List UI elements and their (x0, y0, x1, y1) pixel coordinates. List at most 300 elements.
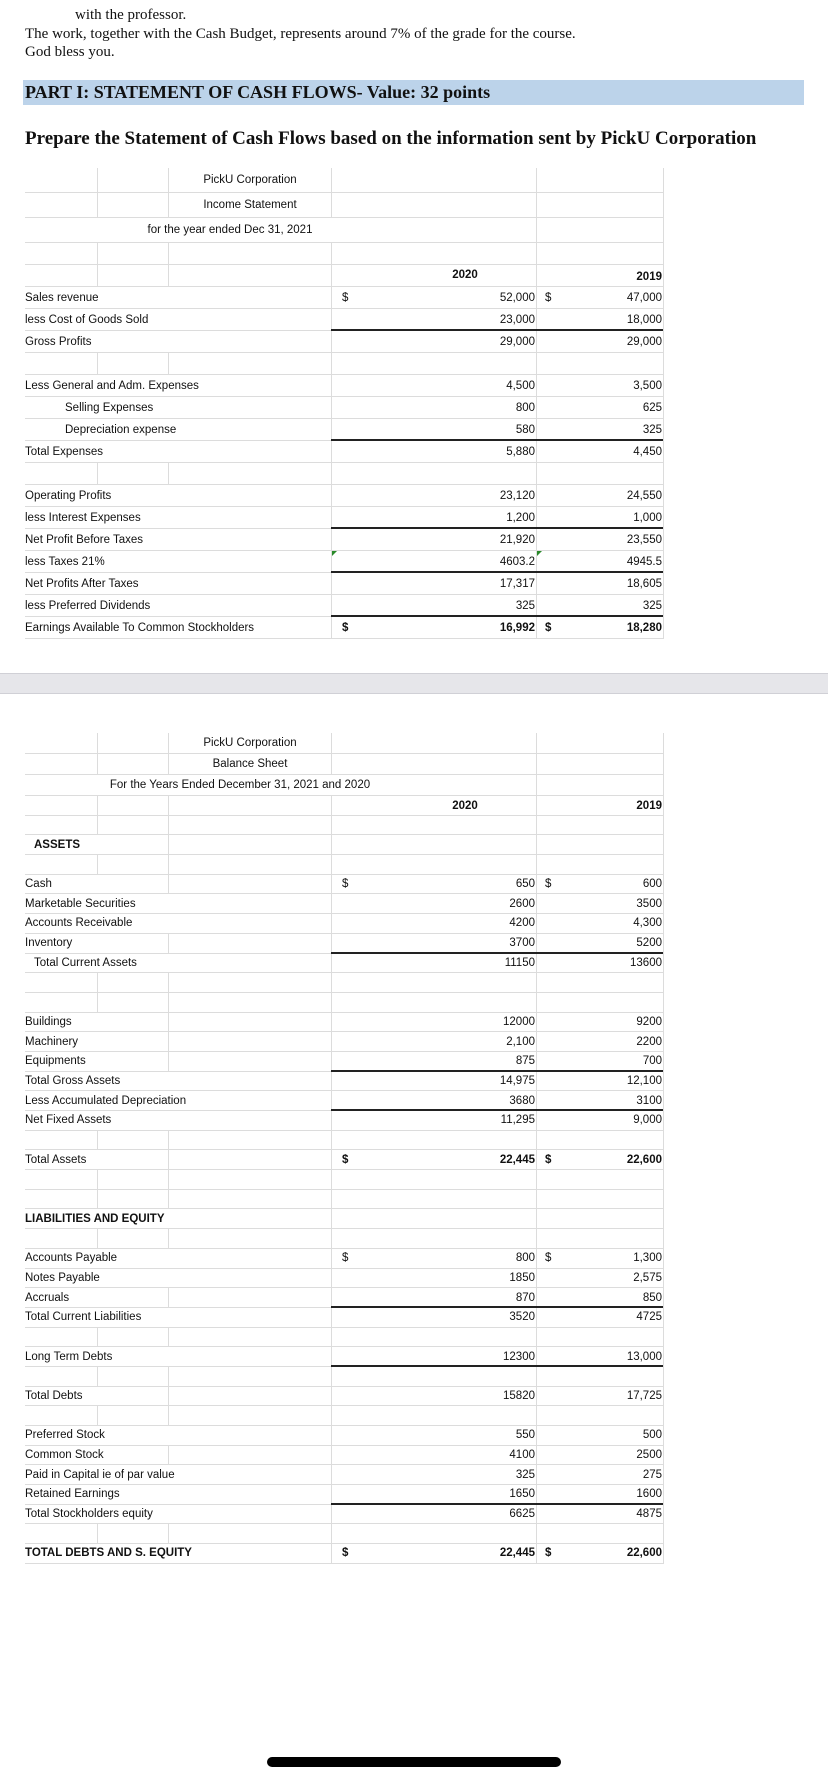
grid-line (663, 1485, 664, 1504)
grid-line (663, 1190, 664, 1209)
grid-line (663, 1111, 664, 1130)
currency-symbol: $ (545, 1153, 552, 1166)
grid-line (168, 1190, 169, 1209)
grid-line (331, 1131, 332, 1150)
grid-line (663, 529, 664, 550)
grid-line (663, 733, 664, 753)
income-statement-table (25, 168, 664, 639)
row-label: Long Term Debts (25, 1350, 113, 1363)
row-label: Accounts Receivable (25, 917, 133, 930)
grid-line (536, 1170, 537, 1189)
grid-line (663, 1170, 664, 1189)
value-2020: 17,317 (499, 577, 535, 590)
value-2019: 500 (642, 1429, 662, 1442)
grid-line (97, 993, 98, 1012)
year-2020-header: 2020 (452, 800, 478, 812)
value-2019: 325 (642, 599, 662, 612)
grid-line (663, 1406, 664, 1425)
currency-symbol: $ (342, 621, 349, 634)
table-row (25, 1465, 664, 1485)
grid-line (663, 419, 664, 440)
table-title: for the year ended Dec 31, 2021 (147, 224, 313, 236)
grid-line (663, 1524, 664, 1543)
grid-line (97, 243, 98, 264)
table-row (25, 507, 664, 529)
grid-line (536, 1229, 537, 1248)
grid-line (168, 796, 169, 815)
grid-line (663, 287, 664, 308)
currency-symbol: $ (342, 1153, 349, 1166)
row-label: LIABILITIES AND EQUITY (25, 1212, 165, 1225)
currency-symbol: $ (545, 621, 552, 634)
grid-line (331, 1229, 332, 1248)
currency-symbol: $ (545, 1547, 552, 1560)
value-2019: 18,000 (626, 313, 662, 326)
blank-row (25, 1131, 664, 1151)
grid-line (663, 1150, 664, 1169)
instruction-heading: Prepare the Statement of Cash Flows based on the information sent by PickU Corporation (25, 128, 757, 149)
grid-line (663, 1269, 664, 1288)
grid-line (663, 463, 664, 484)
grid-line (663, 775, 664, 795)
grid-line (97, 265, 98, 286)
row-label: Operating Profits (25, 489, 112, 502)
grid-line (97, 973, 98, 992)
grid-line (663, 353, 664, 374)
value-2020: 4,500 (506, 379, 535, 392)
grid-line (168, 1131, 169, 1150)
grid-line (331, 1209, 332, 1228)
grid-line (331, 265, 332, 286)
grid-line (536, 835, 537, 854)
grid-line (168, 1524, 169, 1543)
grid-line (168, 1288, 169, 1307)
grid-line (663, 397, 664, 418)
value-2020: 23,120 (499, 489, 535, 502)
grid-line (663, 1091, 664, 1110)
value-2019: 4945.5 (626, 555, 662, 568)
value-2019: 24,550 (626, 489, 662, 502)
grid-line (663, 375, 664, 396)
grid-line (97, 1328, 98, 1347)
currency-symbol: $ (342, 1547, 349, 1560)
value-2019: 9,000 (633, 1114, 662, 1127)
row-label: Gross Profits (25, 335, 92, 348)
table-row (25, 331, 664, 353)
grid-line (663, 168, 664, 192)
row-label: Machinery (25, 1035, 79, 1048)
year-2019-header: 2019 (636, 271, 662, 283)
value-2019: 700 (642, 1055, 662, 1068)
grid-line (663, 193, 664, 217)
grid-line (663, 1131, 664, 1150)
year-2019-header: 2019 (636, 799, 662, 812)
table-row (25, 397, 664, 419)
grid-line (97, 733, 98, 753)
row-label: Inventory (25, 937, 73, 950)
blank-row (25, 855, 664, 875)
table-row (25, 1505, 664, 1525)
currency-symbol: $ (342, 878, 349, 891)
grid-line (331, 1524, 332, 1543)
grid-line (663, 875, 664, 894)
blank-row (25, 353, 664, 375)
grid-line (168, 1032, 169, 1051)
grid-line (663, 265, 664, 286)
grid-line (663, 796, 664, 815)
row-label: Cash (25, 878, 52, 891)
table-row (25, 1091, 664, 1111)
value-2020: 11150 (504, 956, 535, 969)
grid-line (536, 973, 537, 992)
value-2020: 1850 (509, 1271, 535, 1284)
value-2020: 4200 (509, 917, 535, 930)
table-title: Balance Sheet (212, 758, 288, 770)
balance-sheet-table (25, 733, 664, 1564)
grid-line (663, 441, 664, 462)
value-2019: 22,600 (626, 1153, 662, 1166)
table-row (25, 375, 664, 397)
grid-line (536, 816, 537, 835)
table-row (25, 1426, 664, 1446)
grid-line (331, 835, 332, 854)
grid-line (663, 485, 664, 506)
grid-line (536, 733, 537, 753)
value-2019: 4725 (636, 1311, 662, 1324)
grid-line (168, 1150, 169, 1169)
grid-line (97, 1190, 98, 1209)
value-2019: 4875 (636, 1508, 662, 1521)
grid-line (331, 463, 332, 484)
grid-line (331, 796, 332, 815)
value-2020: 4603.2 (499, 555, 535, 568)
value-2020: 325 (515, 599, 535, 612)
grid-line (168, 934, 169, 953)
grid-line (663, 1426, 664, 1445)
title-row (25, 193, 664, 218)
grid-line (536, 1406, 537, 1425)
table-row (25, 485, 664, 507)
row-label: Paid in Capital ie of par value (25, 1468, 175, 1481)
row-label: Sales revenue (25, 291, 99, 304)
table-title: PickU Corporation (203, 737, 297, 749)
grid-line (663, 218, 664, 242)
row-label: Selling Expenses (65, 401, 154, 414)
blank-row (25, 816, 664, 836)
value-2020: 3680 (509, 1094, 535, 1107)
value-2020: 870 (515, 1291, 535, 1304)
grid-line (663, 331, 664, 352)
grid-line (168, 1229, 169, 1248)
grid-line (663, 1505, 664, 1524)
row-label: Notes Payable (25, 1271, 100, 1284)
table-row (25, 1308, 664, 1328)
grid-line (168, 353, 169, 374)
value-2019: 325 (642, 423, 662, 436)
grid-line (168, 835, 169, 854)
value-2019: 13600 (630, 956, 662, 969)
value-2020: 325 (515, 1468, 535, 1481)
grid-line (168, 1387, 169, 1406)
grid-line (168, 816, 169, 835)
grid-line (331, 1367, 332, 1386)
grid-line (536, 218, 537, 242)
table-row (25, 1347, 664, 1367)
grid-line (663, 954, 664, 973)
row-label: Preferred Stock (25, 1429, 105, 1442)
blank-row (25, 1229, 664, 1249)
grid-line (168, 875, 169, 894)
table-row (25, 1072, 664, 1092)
home-indicator[interactable] (267, 1757, 561, 1767)
grid-line (663, 1013, 664, 1032)
value-2020: 2600 (509, 897, 535, 910)
blank-row (25, 973, 664, 993)
table-row (25, 1111, 664, 1131)
grid-line (97, 1367, 98, 1386)
grid-line (331, 855, 332, 874)
table-row (25, 835, 664, 855)
grid-line (168, 1170, 169, 1189)
intro-line-1: with the professor. (75, 7, 187, 23)
grid-line (663, 1209, 664, 1228)
table-row (25, 529, 664, 551)
row-label: Accounts Payable (25, 1252, 118, 1265)
value-2020: 5,880 (506, 445, 535, 458)
table-row (25, 595, 664, 617)
table-row (25, 1446, 664, 1466)
grid-line (168, 1328, 169, 1347)
grid-line (663, 1072, 664, 1091)
currency-symbol: $ (545, 878, 552, 891)
table-row (25, 1032, 664, 1052)
grid-line (663, 1052, 664, 1071)
table-row (25, 1150, 664, 1170)
grid-line (97, 193, 98, 217)
grid-line (536, 193, 537, 217)
blank-row (25, 1367, 664, 1387)
grid-line (663, 993, 664, 1012)
part-heading-band (23, 80, 804, 105)
value-2020: 1,200 (506, 511, 535, 524)
value-2019: 275 (642, 1468, 662, 1481)
table-row (25, 1052, 664, 1072)
table-row (25, 573, 664, 595)
row-label: Net Profit Before Taxes (25, 533, 144, 546)
value-2020: 875 (515, 1055, 535, 1068)
grid-line (168, 1446, 169, 1465)
row-label: Total Stockholders equity (25, 1508, 153, 1521)
grid-line (536, 463, 537, 484)
grid-line (168, 1052, 169, 1071)
value-2020: 580 (515, 423, 535, 436)
row-label: less Interest Expenses (25, 511, 141, 524)
row-label: Buildings (25, 1015, 72, 1028)
table-row (25, 1387, 664, 1407)
grid-line (663, 855, 664, 874)
blank-row (25, 1524, 664, 1544)
grid-line (97, 1406, 98, 1425)
table-row (25, 1269, 664, 1289)
grid-line (168, 993, 169, 1012)
value-2019: 3100 (636, 1094, 662, 1107)
blank-row (25, 993, 664, 1013)
row-label: Total Debts (25, 1389, 83, 1402)
grid-line (97, 796, 98, 815)
grid-line (663, 617, 664, 638)
row-label: less Taxes 21% (25, 555, 105, 568)
table-row (25, 1249, 664, 1269)
blank-row (25, 1170, 664, 1190)
grid-line (97, 855, 98, 874)
grid-line (536, 993, 537, 1012)
row-label: Net Fixed Assets (25, 1114, 112, 1127)
row-label: Total Gross Assets (25, 1074, 121, 1087)
table-row (25, 914, 664, 934)
value-2019: 3500 (636, 897, 662, 910)
table-row (25, 934, 664, 954)
table-row (25, 441, 664, 463)
value-2020: 3520 (509, 1311, 535, 1324)
row-label: Marketable Securities (25, 897, 136, 910)
table-row (25, 309, 664, 331)
grid-line (663, 973, 664, 992)
grid-line (331, 1190, 332, 1209)
table-row (25, 1209, 664, 1229)
row-label: Equipments (25, 1055, 86, 1068)
value-2020: 550 (515, 1429, 535, 1442)
row-label: ASSETS (34, 838, 81, 851)
grid-line (168, 855, 169, 874)
row-label: Depreciation expense (65, 423, 177, 436)
table-title: PickU Corporation (203, 174, 297, 186)
grid-line (536, 855, 537, 874)
value-2019: 13,000 (626, 1350, 662, 1363)
grid-line (536, 754, 537, 774)
title-row (25, 775, 664, 796)
year-header-row (25, 796, 664, 816)
blank-row (25, 243, 664, 265)
table-row (25, 894, 664, 914)
grid-line (663, 1328, 664, 1347)
value-2020: 52,000 (499, 291, 535, 304)
grid-line (663, 1288, 664, 1307)
value-2020: 3700 (509, 937, 535, 950)
grid-line (663, 551, 664, 572)
part-heading: PART I: STATEMENT OF CASH FLOWS- Value: 32 points (25, 82, 491, 102)
value-2019: 29,000 (626, 335, 662, 348)
grid-line (536, 243, 537, 264)
title-row (25, 733, 664, 754)
currency-symbol: $ (545, 1252, 552, 1265)
grid-line (663, 1249, 664, 1268)
table-row (25, 1288, 664, 1308)
table-row (25, 954, 664, 974)
grid-line (97, 1131, 98, 1150)
value-2020: 21,920 (499, 533, 535, 546)
value-2019: 1,000 (633, 511, 662, 524)
grid-line (331, 353, 332, 374)
grid-line (97, 754, 98, 774)
row-label: Net Profits After Taxes (25, 577, 139, 590)
grid-line (331, 1406, 332, 1425)
value-2019: 17,725 (626, 1389, 662, 1402)
grid-line (331, 973, 332, 992)
grid-line (168, 243, 169, 264)
row-label: Accruals (25, 1291, 70, 1304)
grid-line (331, 816, 332, 835)
value-2019: 5200 (636, 937, 662, 950)
value-2019: 12,100 (626, 1074, 662, 1087)
grid-line (663, 1446, 664, 1465)
row-label: Earnings Available To Common Stockholders (25, 621, 255, 634)
table-row (25, 617, 664, 639)
value-2020: 650 (515, 878, 535, 891)
grid-line (168, 1013, 169, 1032)
value-2020: 800 (515, 1252, 535, 1265)
value-2020: 6625 (509, 1508, 535, 1521)
grid-line (663, 1387, 664, 1406)
value-2019: 22,600 (626, 1547, 662, 1560)
grid-line (663, 1544, 664, 1563)
row-label: Total Current Liabilities (25, 1311, 142, 1324)
value-2019: 2200 (636, 1035, 662, 1048)
table-title: Income Statement (203, 199, 297, 211)
table-row (25, 287, 664, 309)
grid-line (97, 353, 98, 374)
grid-line (663, 816, 664, 835)
grid-line (663, 1308, 664, 1327)
row-label: Total Expenses (25, 445, 103, 458)
grid-line (536, 775, 537, 795)
row-label: less Cost of Goods Sold (25, 313, 149, 326)
title-row (25, 754, 664, 775)
blank-row (25, 1190, 664, 1210)
blank-row (25, 1328, 664, 1348)
value-2020: 16,992 (499, 621, 535, 634)
value-2019: 4,450 (633, 445, 662, 458)
table-row (25, 551, 664, 573)
value-2019: 9200 (636, 1015, 662, 1028)
grid-line (663, 573, 664, 594)
currency-symbol: $ (342, 1252, 349, 1265)
page-separator (0, 673, 828, 694)
grid-line (97, 1170, 98, 1189)
row-label: less Preferred Dividends (25, 599, 151, 612)
grid-line (536, 1367, 537, 1386)
value-2019: 1,300 (633, 1252, 662, 1265)
row-label: Common Stock (25, 1449, 104, 1462)
grid-line (536, 168, 537, 192)
grid-line (331, 243, 332, 264)
grid-line (97, 463, 98, 484)
grid-line (663, 914, 664, 933)
row-label: Less Accumulated Depreciation (25, 1094, 187, 1107)
grid-line (168, 1406, 169, 1425)
value-2019: 3,500 (633, 379, 662, 392)
error-marker-icon (537, 551, 542, 556)
value-2020: 29,000 (499, 335, 535, 348)
table-row (25, 875, 664, 895)
grid-line (663, 243, 664, 264)
value-2019: 1600 (636, 1488, 662, 1501)
grid-line (663, 835, 664, 854)
grid-line (663, 934, 664, 953)
grid-line (663, 595, 664, 616)
grid-line (536, 353, 537, 374)
grid-line (663, 1367, 664, 1386)
intro-line-2: The work, together with the Cash Budget, represents around 7% of the grade for the course. (25, 26, 576, 42)
